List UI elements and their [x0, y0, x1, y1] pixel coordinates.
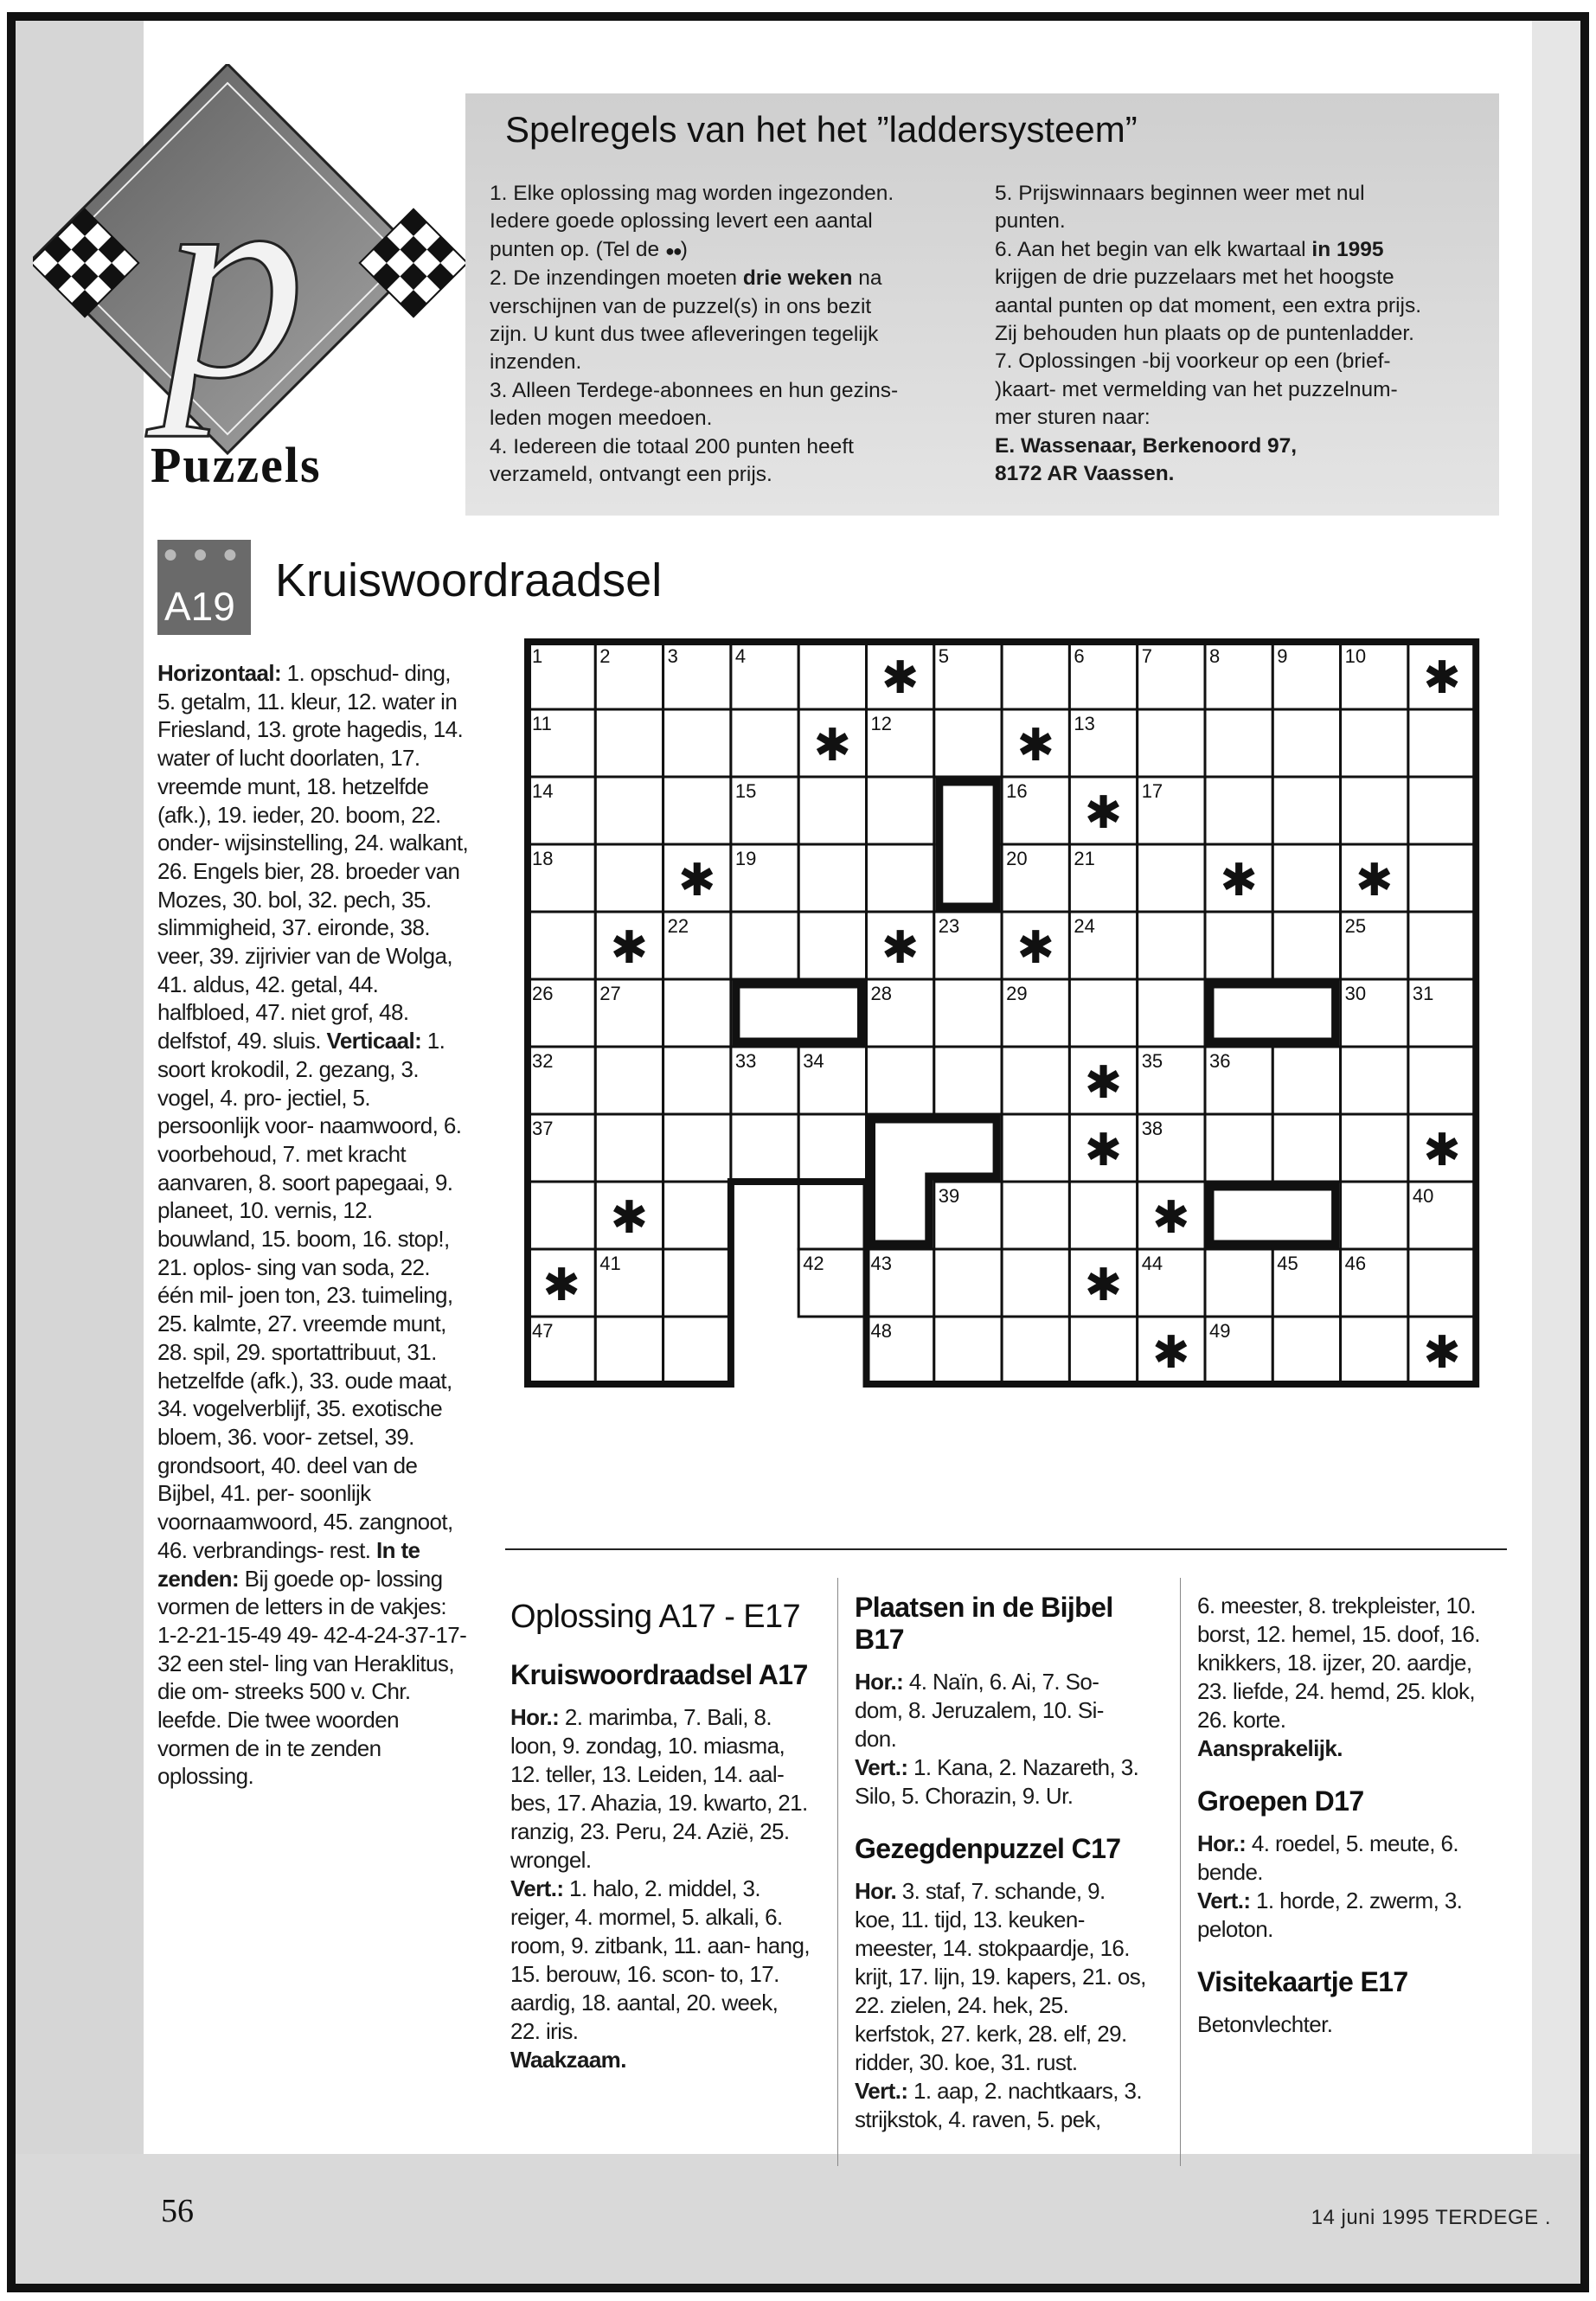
- grid-cell: [934, 1317, 1002, 1384]
- grid-cell: [731, 912, 798, 979]
- grid-cell: [1138, 979, 1205, 1047]
- cell-number: 22: [667, 915, 689, 937]
- rules-line: 7. Oplossingen -bij voorkeur op een (brief-: [995, 349, 1391, 374]
- grid-cell: [934, 1047, 1002, 1114]
- column-divider: [1180, 1578, 1181, 2166]
- crossword-grid: [517, 630, 1486, 1408]
- grid-cell: [1272, 1114, 1340, 1182]
- right-gray-margin: [1532, 21, 1580, 2284]
- rules-line: zijn. U kunt dus twee afleveringen tegelijk: [490, 323, 879, 347]
- cell-number: 39: [938, 1185, 960, 1207]
- rules-line: verschijnen van de puzzel(s) in ons bezit: [490, 294, 872, 318]
- grid-cell: [1205, 709, 1272, 777]
- solution-text: Hor. 3. staf, 7. schande, 9. koe, 11. tijd, 13. keuken- meester, 14. stokpaardje, 16. krijt, 17. lijn, 19. kapers, 21. os, 22. zielen, 24. hek, 25. kerfstok, 27. kerk, 28. elf, 29. ridder, 30. koe, 31. rust.: [855, 1878, 1146, 2075]
- asterisk-cell-icon: ✱: [677, 856, 716, 906]
- grid-cell: [1272, 912, 1340, 979]
- solution-block: [855, 1592, 1149, 1811]
- cell-number: 15: [734, 780, 757, 802]
- difficulty-badge: [157, 540, 251, 635]
- rules-line: 8172 AR Vaassen.: [995, 462, 1175, 486]
- grid-cell: [663, 1317, 731, 1384]
- cell-number: 31: [1412, 983, 1434, 1004]
- cell-number: 3: [667, 645, 678, 667]
- grid-cell: [1408, 709, 1476, 777]
- grid-cell: [934, 709, 1002, 777]
- grid-cell: [663, 979, 731, 1047]
- grid-cell: [663, 1114, 731, 1182]
- cell-number: 49: [1209, 1320, 1231, 1342]
- grid-cell: [595, 777, 663, 844]
- cell-number: 16: [1006, 780, 1028, 802]
- cell-number: 35: [1141, 1050, 1163, 1072]
- grid-cell: [1272, 1317, 1340, 1384]
- rules-line: aantal punten op dat moment, een extra prijs.: [995, 293, 1422, 317]
- grid-cell: [1069, 979, 1137, 1047]
- solution-text: Vert.: 1. aap, 2. nachtkaars, 3. strijkstok, 4. raven, 5. pek,: [855, 2078, 1143, 2132]
- puzzle-code: A19: [164, 584, 235, 629]
- cell-number: 8: [1209, 645, 1221, 667]
- grid-cell: [798, 642, 866, 709]
- grid-cell: [663, 709, 731, 777]
- cell-number: 30: [1344, 983, 1367, 1004]
- grid-cell: [1002, 1182, 1069, 1249]
- cell-number: 13: [1074, 713, 1095, 734]
- grid-cell: [663, 1182, 731, 1249]
- solution-text: Hor.: 2. marimba, 7. Bali, 8. loon, 9. zondag, 10. miasma, 12. teller, 13. Leiden, 14. aal- bes, 17. Ahazia, 19. kwarto, 21. ranzig, 23. Peru, 24. Azië, 25. wrongel.: [510, 1704, 808, 1873]
- cell-number: 5: [938, 645, 950, 667]
- grid-cell: [1002, 1317, 1069, 1384]
- logo-word: Puzzels: [151, 437, 322, 493]
- solution-block: [1197, 1592, 1491, 1763]
- solution-text: Vert.: 1. horde, 2. zwerm, 3. peloton.: [1197, 1888, 1463, 1942]
- cell-number: 17: [1141, 780, 1163, 802]
- grid-cell: [595, 1047, 663, 1114]
- grid-cell: [663, 777, 731, 844]
- solution-title: Visitekaartje E17: [1197, 1966, 1408, 1997]
- grid-cell: [867, 844, 934, 912]
- grid-cell: [595, 1317, 663, 1384]
- cell-number: 4: [734, 645, 747, 667]
- solution-text: Hor.: 4. roedel, 5. meute, 6. bende.: [1197, 1830, 1458, 1885]
- rules-line: punten op. (Tel de ●●): [490, 237, 688, 261]
- grid-cell: [798, 777, 866, 844]
- column-divider: [837, 1578, 838, 2166]
- grid-cell: [934, 979, 1002, 1047]
- vertical-label: Verticaal:: [326, 1028, 422, 1054]
- solutions-column-3: [1197, 1592, 1491, 2061]
- grid-cell: [1408, 1047, 1476, 1114]
- asterisk-cell-icon: ✱: [1016, 923, 1055, 973]
- black-block: [1210, 1187, 1336, 1244]
- cell-number: 29: [1006, 983, 1028, 1004]
- grid-cell: [1408, 912, 1476, 979]
- cell-number: 42: [803, 1253, 824, 1274]
- grid-cell: [1341, 1047, 1408, 1114]
- cell-number: 23: [938, 915, 960, 937]
- cell-number: 40: [1412, 1185, 1434, 1207]
- rules-line: 3. Alleen Terdege-abonnees en hun gezins-: [490, 378, 899, 402]
- cell-number: 41: [599, 1253, 621, 1274]
- solutions-column-1: [510, 1597, 813, 2097]
- rules-line: Zij behouden hun plaats op de puntenladder.: [995, 322, 1414, 346]
- send-label: In te zenden:: [157, 1536, 420, 1592]
- asterisk-cell-icon: ✱: [1152, 1193, 1190, 1243]
- asterisk-cell-icon: ✱: [1084, 1125, 1123, 1176]
- horizontal-clues: 1. opschud- ding, 5. getalm, 11. kleur, 12. water in Friesland, 13. grote hagedis, 14. water of lucht doorlaten, 17. vreemde munt, 18. hetzelfde (afk.), 19. ieder, 20. boom, 22. onder- wijsinstelling, 24. walkant, 26. Engels bier, 28. broeder van Mozes, 30. bol, 32. pech, 35. slimmigheid, 37. eironde, 38. veer, 39. zijrivier van de Wolga, 41. aldus, 42. getal, 44. halfbloed, 47. niet grof, 48. delfstof, 49. sluis.: [157, 660, 469, 1054]
- grid-cell: [1205, 1114, 1272, 1182]
- crossword-svg: [517, 630, 1486, 1408]
- grid-cell: [1002, 1047, 1069, 1114]
- cell-number: 10: [1344, 645, 1367, 667]
- solution-block: [855, 1833, 1149, 2134]
- solution-text: 6. meester, 8. trekpleister, 10. borst, 12. hemel, 15. doof, 16. knikkers, 18. ijzer, 20. aardje, 23. liefde, 24. hemd, 25. klok, 26. korte.: [1197, 1593, 1480, 1733]
- rules-left-column: [490, 180, 974, 489]
- grid-cell: [528, 1182, 595, 1249]
- grid-cell: [1138, 709, 1205, 777]
- cell-number: 37: [532, 1118, 554, 1139]
- rules-line: Iedere goede oplossing levert een aantal: [490, 209, 873, 234]
- solution-text: Hor.: 4. Naïn, 6. Ai, 7. So- dom, 8. Jeruzalem, 10. Si- don.: [855, 1669, 1104, 1752]
- grid-cell: [1341, 1182, 1408, 1249]
- cell-number: 26: [532, 983, 554, 1004]
- solution-title: Groepen D17: [1197, 1785, 1364, 1817]
- asterisk-cell-icon: ✱: [1423, 1328, 1461, 1378]
- grid-cell: [1138, 912, 1205, 979]
- rules-box: [465, 93, 1499, 516]
- solution-block: [1197, 1785, 1491, 1944]
- asterisk-cell-icon: ✱: [1152, 1328, 1190, 1378]
- grid-cell: [867, 1047, 934, 1114]
- grid-cell: [1272, 777, 1340, 844]
- grid-cell: [1408, 1249, 1476, 1317]
- grid-cell: [1002, 642, 1069, 709]
- grid-cell: [934, 1249, 1002, 1317]
- cell-number: 48: [870, 1320, 892, 1342]
- cell-number: 34: [803, 1050, 824, 1072]
- grid-cell: [1341, 1317, 1408, 1384]
- grid-cell: [798, 912, 866, 979]
- grid-cell: [731, 709, 798, 777]
- asterisk-cell-icon: ✱: [813, 721, 852, 771]
- cell-number: 12: [870, 713, 892, 734]
- cell-number: 36: [1209, 1050, 1231, 1072]
- rules-line: punten.: [995, 209, 1066, 234]
- solutions-divider: [505, 1548, 1507, 1550]
- grid-cell: [1069, 1317, 1137, 1384]
- solution-text: Betonvlechter.: [1197, 2011, 1333, 2037]
- solutions-column-2: [855, 1592, 1149, 2157]
- cell-number: 43: [870, 1253, 892, 1274]
- cell-number: 11: [532, 713, 552, 734]
- grid-cell: [798, 1114, 866, 1182]
- grid-cell: [1272, 844, 1340, 912]
- cell-number: 47: [532, 1320, 554, 1342]
- black-block: [939, 782, 997, 907]
- grid-cell: [1408, 844, 1476, 912]
- grid-cell: [867, 777, 934, 844]
- rules-line: mer sturen naar:: [995, 406, 1151, 430]
- cell-number: 19: [734, 848, 757, 869]
- cell-number: 2: [599, 645, 611, 667]
- asterisk-cell-icon: ✱: [542, 1260, 580, 1311]
- rules-line: verzameld, ontvangt een prijs.: [490, 463, 772, 487]
- cell-number: 1: [532, 645, 543, 667]
- logo-letter: p: [163, 122, 305, 438]
- rules-line: 6. Aan het begin van elk kwartaal in 1995: [995, 237, 1384, 261]
- grid-cell: [1205, 777, 1272, 844]
- grid-cell: [595, 844, 663, 912]
- grid-cell: [798, 1182, 866, 1249]
- cell-number: 38: [1141, 1118, 1163, 1139]
- cell-number: 27: [599, 983, 621, 1004]
- page-number: 56: [161, 2193, 194, 2229]
- cell-number: 6: [1074, 645, 1085, 667]
- asterisk-cell-icon: ✱: [610, 923, 649, 973]
- rules-title: Spelregels van het het ”laddersysteem”: [505, 109, 1138, 150]
- grid-cell: [1205, 1249, 1272, 1317]
- black-block: [1210, 984, 1336, 1042]
- grid-cell: [1002, 1114, 1069, 1182]
- rules-line: krijgen de drie puzzelaars met het hoogste: [995, 266, 1394, 290]
- grid-cell: [1341, 777, 1408, 844]
- cell-number: 25: [1344, 915, 1367, 937]
- asterisk-cell-icon: ✱: [1084, 1260, 1123, 1311]
- solution-text: Aansprakelijk.: [1197, 1735, 1343, 1761]
- asterisk-cell-icon: ✱: [1220, 856, 1258, 906]
- cell-number: 14: [532, 780, 554, 802]
- asterisk-cell-icon: ✱: [1423, 1125, 1461, 1176]
- grid-cell: [595, 709, 663, 777]
- solution-text: Vert.: 1. Kana, 2. Nazareth, 3. Silo, 5. Chorazin, 9. Ur.: [855, 1754, 1139, 1809]
- issue-info: 14 juni 1995 TERDEGE .: [1311, 2206, 1551, 2229]
- difficulty-dots: ● ● ●: [163, 540, 242, 568]
- cell-number: 24: [1074, 915, 1095, 937]
- solutions-heading: Oplossing A17 - E17: [510, 1599, 801, 1635]
- rules-line: )kaart- met vermelding van het puzzelnum-: [995, 377, 1398, 401]
- grid-cell: [731, 1114, 798, 1182]
- clues: [157, 659, 469, 1791]
- cell-number: 44: [1141, 1253, 1163, 1274]
- send-instructions: Bij goede op- lossing vormen de letters in de vakjes: 1-2-21-15-49 49- 42-4-24-37-17-32 een stel- ling van Heraklitus, die om- streeks 500 v. Chr. leefde. Die twee woorden vormen de in te zenden oplossing.: [157, 1565, 467, 1790]
- cell-number: 45: [1277, 1253, 1298, 1274]
- asterisk-cell-icon: ✱: [610, 1193, 649, 1243]
- rules-line: inzenden.: [490, 350, 582, 375]
- solution-title: Kruiswoordraadsel A17: [510, 1659, 808, 1690]
- grid-cell: [1341, 1114, 1408, 1182]
- grid-cell: [1069, 1182, 1137, 1249]
- cell-number: 46: [1344, 1253, 1367, 1274]
- rules-line: 1. Elke oplossing mag worden ingezonden.: [490, 182, 894, 205]
- rules-line: 2. De inzendingen moeten drie weken na: [490, 266, 882, 291]
- grid-cell: [1138, 844, 1205, 912]
- black-block: [736, 984, 862, 1042]
- asterisk-cell-icon: ✱: [1084, 1058, 1123, 1108]
- asterisk-cell-icon: ✱: [1423, 653, 1461, 703]
- cell-number: 32: [532, 1050, 554, 1072]
- rules-right-column: [995, 180, 1479, 488]
- grid-cell: [663, 1047, 731, 1114]
- vertical-clues: 1. soort krokodil, 2. gezang, 3. vogel, 4. pro- jectiel, 5. persoonlijk voor- naamwoord, 6. voorbehoud, 7. met kracht aanvaren, 8. soort papegaai, 9. planeet, 10. vernis, 12. bouwland, 15. boom, 16. stop!, 21. oplos- sing van soda, 22. één mil- joen ton, 23. tuimeling, 25. kalmte, 27. vreemde munt, 28. spil, 29. sportattribuut, 31. hetzelfde (afk.), 33. oude maat, 34. vogelverblijf, 35. exotische bloem, 36. voor- zetsel, 39. grondsoort, 40. deel van de Bijbel, 41. per- soonlijk voornaamwoord, 45. zangnoot, 46. verbrandings- rest.: [157, 1028, 462, 1563]
- cell-number: 28: [870, 983, 892, 1004]
- solution-block: [1197, 1966, 1491, 2039]
- solution-text: Vert.: 1. halo, 2. middel, 3. reiger, 4. mormel, 5. alkali, 6. room, 9. zitbank, 11. aan- hang, 15. berouw, 16. scon- to, 17. aardig, 18. aantal, 20. week, 22. iris.: [510, 1875, 810, 2044]
- asterisk-cell-icon: ✱: [881, 653, 920, 703]
- solution-title: Plaatsen in de Bijbel B17: [855, 1592, 1113, 1655]
- grid-cell: [798, 844, 866, 912]
- cell-number: 7: [1141, 645, 1152, 667]
- solution-text: Waakzaam.: [510, 2047, 626, 2073]
- cell-number: 9: [1277, 645, 1288, 667]
- grid-cell: [1272, 1047, 1340, 1114]
- asterisk-cell-icon: ✱: [1355, 856, 1394, 906]
- page-frame: [7, 12, 1589, 2292]
- grid-cell: [1002, 1249, 1069, 1317]
- horizontal-label: Horizontaal:: [157, 660, 282, 686]
- asterisk-cell-icon: ✱: [881, 923, 920, 973]
- rules-line: leden mogen meedoen.: [490, 407, 713, 431]
- cell-number: 18: [532, 848, 554, 869]
- asterisk-cell-icon: ✱: [1084, 788, 1123, 838]
- rules-line: 4. Iedereen die totaal 200 punten heeft: [490, 434, 854, 458]
- grid-cell: [528, 912, 595, 979]
- cell-number: 21: [1074, 848, 1095, 869]
- solution-title: Gezegdenpuzzel C17: [855, 1833, 1121, 1864]
- rules-line: 5. Prijswinnaars beginnen weer met nul: [995, 182, 1365, 205]
- grid-cell: [1341, 709, 1408, 777]
- grid-cell: [663, 1249, 731, 1317]
- grid-cell: [595, 1114, 663, 1182]
- grid-cell: [1408, 777, 1476, 844]
- solution-block: [510, 1659, 813, 2074]
- cell-number: 20: [1006, 848, 1028, 869]
- rules-line: E. Wassenaar, Berkenoord 97,: [995, 433, 1298, 458]
- puzzle-title: Kruiswoordraadsel: [275, 554, 663, 606]
- grid-cell: [1272, 709, 1340, 777]
- cell-number: 33: [734, 1050, 757, 1072]
- asterisk-cell-icon: ✱: [1016, 721, 1055, 771]
- grid-cell: [1205, 912, 1272, 979]
